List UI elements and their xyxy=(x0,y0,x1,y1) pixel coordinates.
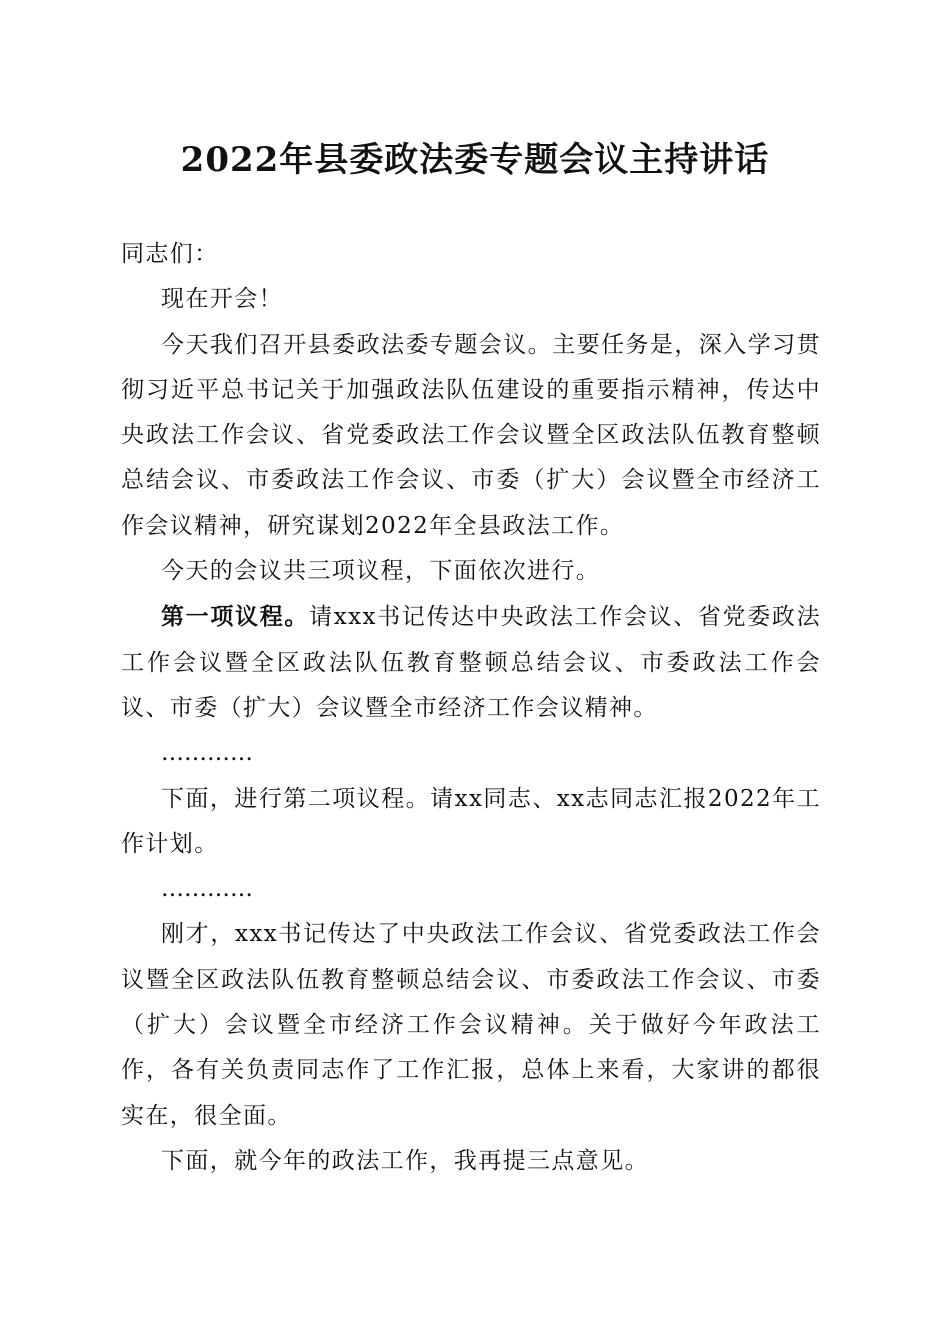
paragraph-agenda-intro: 今天的会议共三项议程，下面依次进行。 xyxy=(161,558,601,585)
salutation: 同志们： xyxy=(121,241,219,267)
agenda-item-1-lead: 第一项议程。 xyxy=(161,603,310,631)
paragraph-meeting-purpose: 今天我们召开县委政法委专题会议。主要任务是，深入学习贯彻习近平总书记关于加强政法队伍建设的重要指示精神，传达中央政法工作会议、省党委政法工作会议暨全区政法队伍教育整顿总结会议、市委政法工作会议、市委（扩大）会议暨全市经济工作会议精神，研究谋划2022年全县政法工作。 xyxy=(121,331,821,539)
ellipsis-1: ………… xyxy=(161,740,253,767)
paragraph-agenda-item-1 xyxy=(121,594,821,731)
document-body xyxy=(121,232,821,1184)
paragraph-summary: 刚才，xxx书记传达了中央政法工作会议、省党委政法工作会议暨全区政法队伍教育整顿总结会议、市委政法工作会议、市委（扩大）会议暨全市经济工作会议精神。关于做好今年政法工作，各有关负责同志作了工作汇报，总体上来看，大家讲的都很实在，很全面。 xyxy=(121,921,821,1129)
paragraph-open-meeting: 现在开会！ xyxy=(161,286,283,313)
paragraph-three-opinions: 下面，就今年的政法工作，我再提三点意见。 xyxy=(161,1147,649,1174)
ellipsis-2: ………… xyxy=(161,876,253,903)
document-title: 2022年县委政法委专题会议主持讲话 xyxy=(180,140,770,180)
paragraph-agenda-item-2: 下面，进行第二项议程。请xx同志、xx志同志汇报2022年工作计划。 xyxy=(121,785,821,857)
agenda-item-1-text: 请xxx书记传达中央政法工作会议、省党委政法工作会议暨全区政法队伍教育整顿总结会议、市委政法工作会议、市委（扩大）会议暨全市经济工作会议精神。 xyxy=(121,604,822,721)
